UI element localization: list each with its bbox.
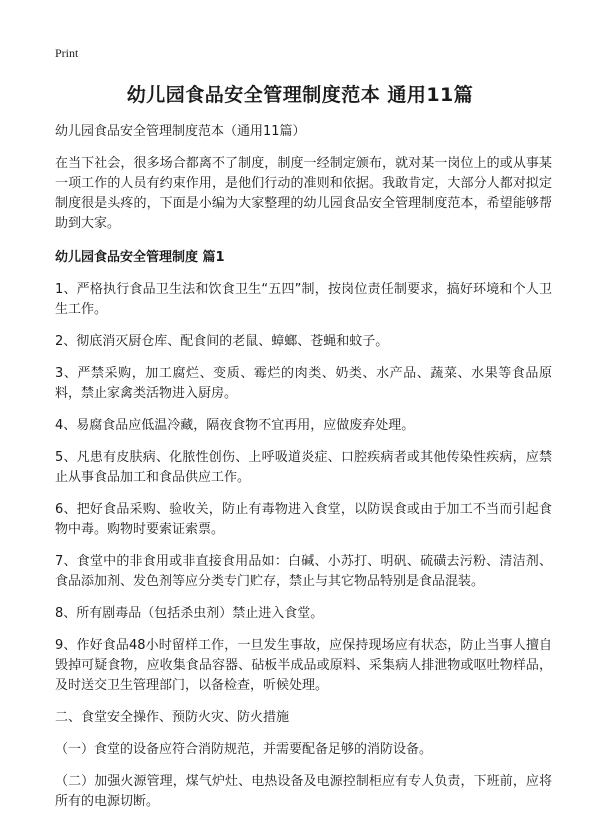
document-subtitle: 幼儿园食品安全管理制度范本（通用11篇） bbox=[55, 124, 306, 139]
intro-paragraph: 在当下社会，很多场合都离不了制度，制度一经制定颁布，就对某一岗位上的或从事某一项工作的人员有约束作用，是他们行动的准则和依据。我敢肯定，大部分人都对拟定制度很是头疼的，下面是小编为大家整理的幼儿园食品安全管理制度范本，希望能够帮助到大家。 bbox=[55, 156, 552, 231]
subsection-heading: 二、食堂安全操作、预防火灾、防火措施 bbox=[55, 710, 290, 725]
document-body bbox=[55, 122, 552, 824]
rule-item: 1、严格执行食品卫生法和饮食卫生“五四”制，按岗位责任制要求，搞好环境和个人卫生工作。 bbox=[55, 282, 552, 317]
rule-item: 7、食堂中的非食用或非直接食用品如：白碱、小苏打、明矾、硫磺去污粉、清洁剂、食品添加剂、发色剂等应分类专门贮存，禁止与其它物品特别是食品混装。 bbox=[55, 554, 552, 589]
rule-item: 8、所有剧毒品（包括杀虫剂）禁止进入食堂。 bbox=[55, 606, 324, 621]
document-title: 幼儿园食品安全管理制度范本 通用11篇 bbox=[126, 84, 474, 106]
rule-item: 3、严禁采购，加工腐烂、变质、霉烂的肉类、奶类、水产品、蔬菜、水果等食品原料，禁止家禽类活物进入厨房。 bbox=[55, 366, 552, 401]
rule-item: （二）加强火源管理，煤气炉灶、电热设备及电源控制柜应有专人负责，下班前，应将所有的电源切断。 bbox=[55, 774, 552, 809]
rule-item: 5、凡患有皮肤病、化脓性创伤、上呼吸道炎症、口腔疾病者或其他传染性疾病，应禁止从事食品加工和食品供应工作。 bbox=[55, 450, 552, 485]
print-link[interactable]: Print bbox=[55, 46, 79, 60]
rule-item: 6、把好食品采购、验收关，防止有毒物进入食堂，以防误食或由于加工不当而引起食物中毒。购物时要索证索票。 bbox=[55, 502, 552, 537]
rule-item: （一）食堂的设备应符合消防规范，并需要配备足够的消防设备。 bbox=[55, 742, 433, 757]
rule-item: 2、彻底消灭厨仓库、配食间的老鼠、蟑螂、苍蝇和蚊子。 bbox=[55, 334, 389, 349]
rule-item: 4、易腐食品应低温冷藏，隔夜食物不宜再用，应做废弃处理。 bbox=[55, 418, 415, 433]
section-heading: 幼儿园食品安全管理制度 篇1 bbox=[55, 250, 225, 265]
rule-item: 9、作好食品48小时留样工作，一旦发生事故，应保持现场应有状态，防止当事人擅自毁掉可疑食物，应收集食品容器、砧板半成品或原料、采集病人排泄物或呕吐物样品，及时送交卫生管理部门，以备检查，听候处理。 bbox=[55, 638, 552, 693]
